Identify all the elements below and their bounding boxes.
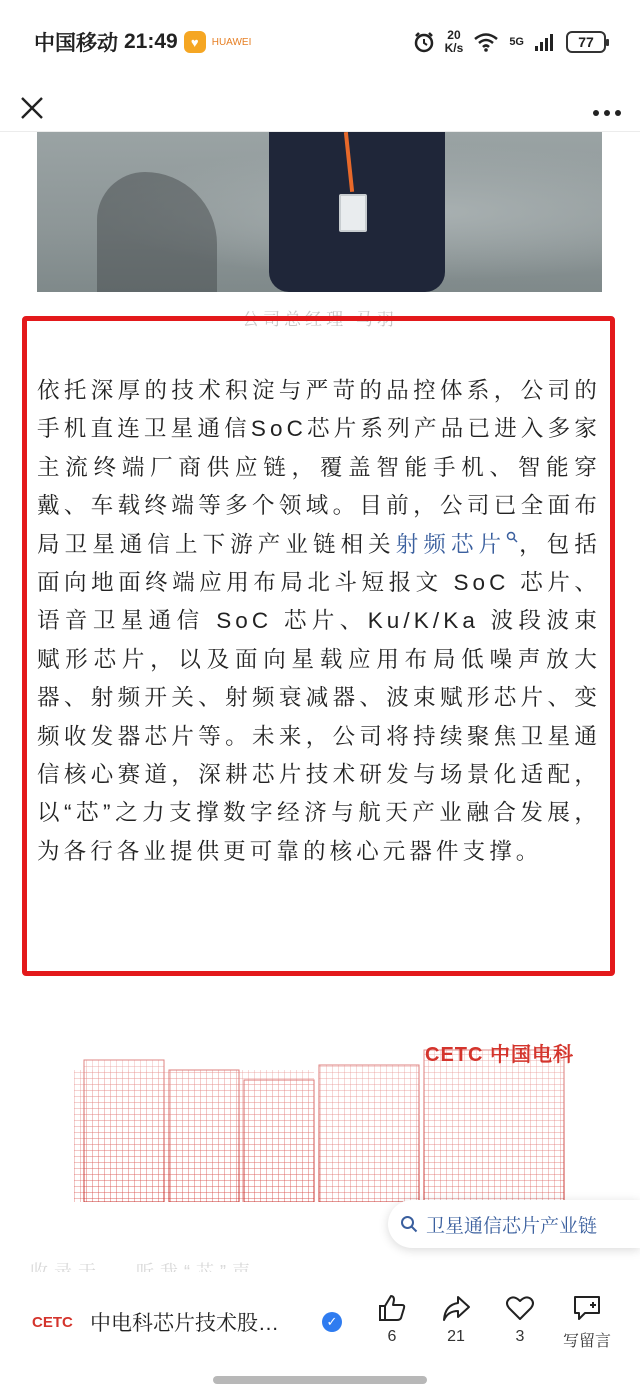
favorite-count: 3 [515, 1327, 525, 1345]
battery-level: 77 [578, 34, 594, 50]
signal-bars-icon [534, 32, 556, 52]
image-caption: 公司总经理 马羽 [242, 310, 398, 329]
article-paragraph [37, 372, 601, 871]
related-search-label: 卫星通信芯片产业链 [426, 1215, 598, 1237]
related-search-chip[interactable] [388, 1200, 640, 1248]
home-indicator[interactable] [213, 1376, 427, 1384]
illustration-logo: CETC 中国电科 [425, 1044, 574, 1066]
keyword-link-text: 射频芯片 [395, 531, 507, 557]
wifi-icon [473, 32, 499, 52]
article-top-bar [0, 84, 640, 132]
like-button[interactable] [360, 1294, 424, 1351]
author-name[interactable]: 中电科芯片技术股… [90, 1312, 279, 1335]
more-icon [592, 109, 622, 117]
more-options-button[interactable] [592, 98, 622, 118]
search-icon [506, 531, 518, 543]
battery-indicator [566, 31, 606, 53]
comment-icon [572, 1294, 602, 1322]
paragraph-before-link: 依托深厚的技术积淀与严苛的品控体系，公司的手机直连卫星通信SoC芯片系列产品已进入多家主流终端厂商供应链，覆盖智能手机、智能穿戴、车载终端等多个领域。目前，公司已全面布局卫星通信上下游产业链相关 [37, 378, 601, 557]
clock-time: 21:49 [124, 30, 178, 53]
close-button[interactable] [18, 94, 46, 122]
comment-label: 写留言 [562, 1332, 611, 1350]
status-bar [0, 0, 640, 84]
carrier-name: 中国移动 [34, 32, 118, 55]
close-icon [18, 94, 46, 122]
alarm-icon [413, 31, 435, 53]
article-photo [37, 132, 602, 292]
photo-badge [339, 194, 367, 232]
author-avatar[interactable]: CETC [32, 1313, 73, 1331]
share-icon [441, 1294, 471, 1322]
like-count: 6 [387, 1327, 397, 1345]
signal-type-label: 5G [509, 36, 524, 48]
notification-brand-icon: HUAWEI [211, 36, 252, 48]
status-left [34, 27, 251, 57]
paragraph-after-link: ，包括面向地面终端应用布局北斗短报文 SoC 芯片、语音卫星通信 SoC 芯片、Ku/K/Ka 波段波束赋形芯片，以及面向星载应用布局低噪声放大器、射频开关、射频衰减器、波束赋形芯片、变频收发器芯片等。未来，公司将持续聚焦卫星通信核心赛道，深耕芯片技术研发与场景化适配，以“芯”之力支撑数字经济与航天产业融合发展，为各行各业提供更可靠的核心元器件支撑。 [37, 531, 601, 864]
notification-app-icon: ♥ [184, 31, 206, 53]
favorite-button[interactable] [488, 1294, 552, 1351]
keyword-link[interactable] [396, 532, 518, 557]
bottom-action-bar [0, 1272, 640, 1372]
share-button[interactable] [424, 1294, 488, 1351]
heart-icon [505, 1294, 535, 1322]
comment-button[interactable] [552, 1294, 622, 1351]
thumbs-up-icon [377, 1294, 407, 1322]
action-group [360, 1294, 622, 1351]
net-speed-unit: K/s [444, 41, 464, 55]
net-speed-value: 20 [447, 28, 461, 42]
search-icon [400, 1215, 418, 1233]
share-count: 21 [447, 1327, 465, 1345]
verified-badge-icon: ✓ [322, 1312, 342, 1332]
net-speed [445, 29, 464, 55]
status-right [413, 29, 606, 55]
